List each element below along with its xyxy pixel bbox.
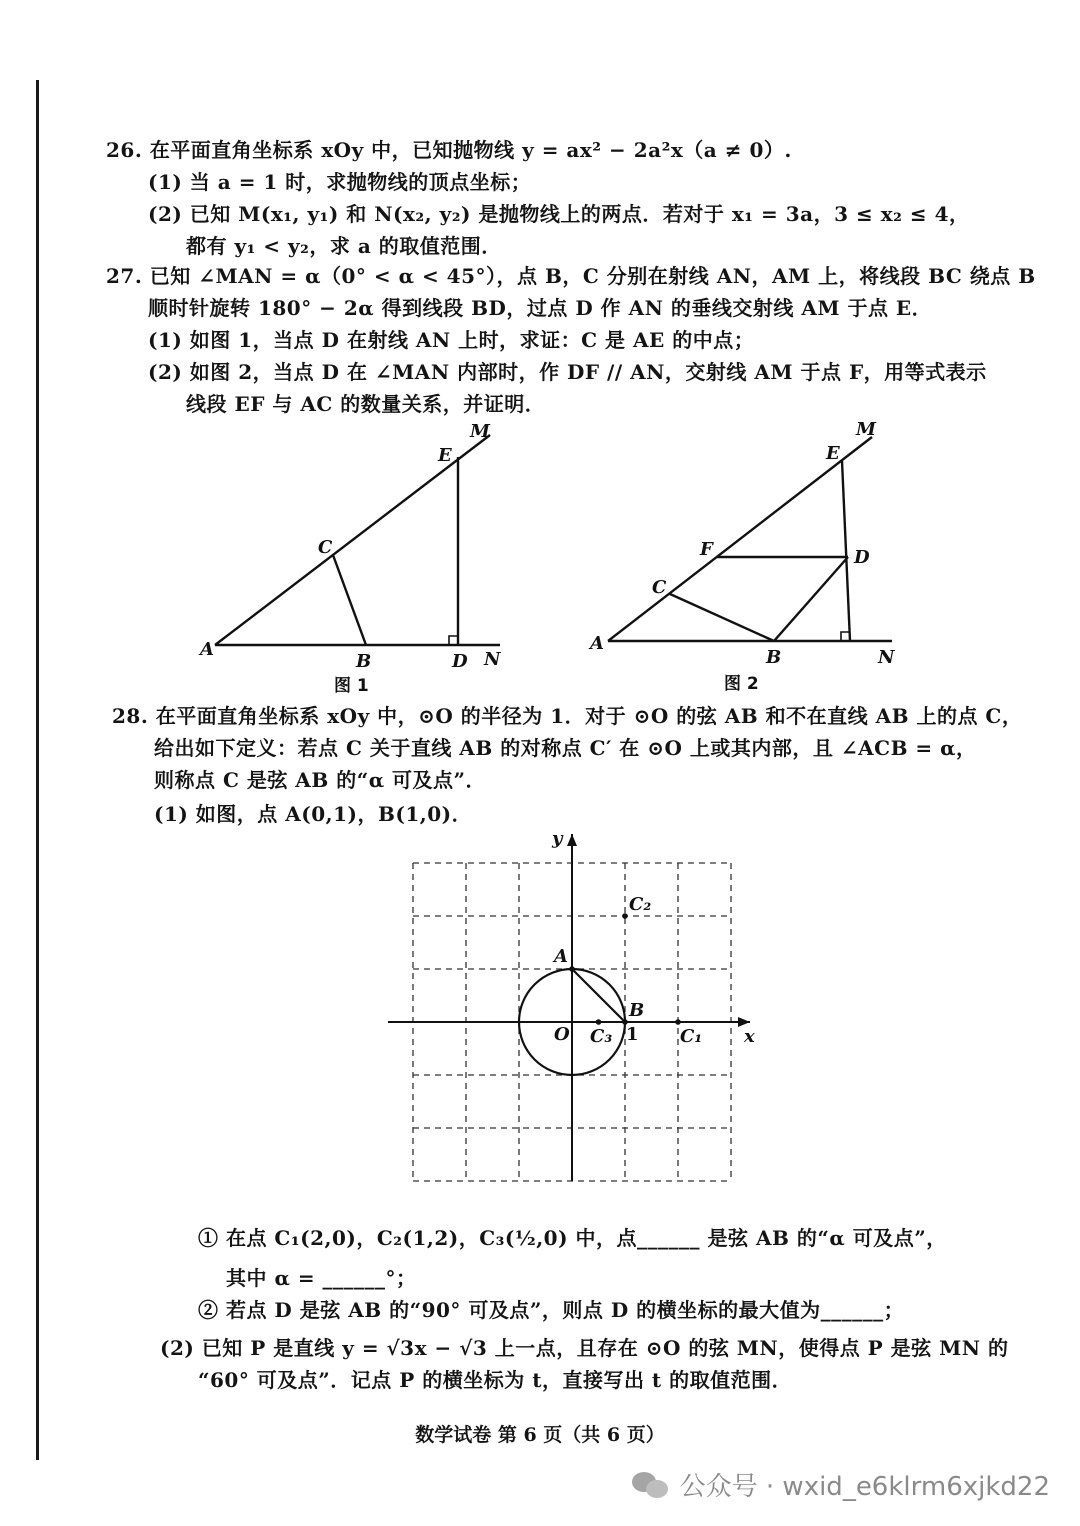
label-o: O <box>554 1024 570 1045</box>
label-b: B <box>356 651 372 672</box>
right-angle-mark <box>449 636 458 645</box>
q28-part1: (1) 如图，点 A(0,1)，B(1,0)． <box>154 802 473 826</box>
q28-stem-cont: 给出如下定义：若点 C 关于直线 AB 的对称点 C′ 在 ⊙O 上或其内部，且 ∠ACB = α， <box>154 736 977 760</box>
ray-am <box>608 437 872 641</box>
watermark <box>632 1466 1050 1503</box>
q27-part2-cont: 线段 EF 与 AC 的数量关系，并证明． <box>186 392 546 416</box>
figure-1 <box>190 415 520 695</box>
figure-1-caption: 图 1 <box>334 676 369 696</box>
point-c1 <box>675 1019 681 1025</box>
label-c3: C₃ <box>590 1026 613 1047</box>
label-c2: C₂ <box>629 894 652 915</box>
binding-line <box>36 80 39 1460</box>
label-c: C <box>318 537 333 558</box>
label-a: A <box>200 639 214 660</box>
label-b: B <box>629 1000 645 1021</box>
label-b: B <box>766 647 782 668</box>
label-c1: C₁ <box>680 1026 703 1047</box>
segment-bc <box>333 555 366 645</box>
q28-stem: 28. 在平面直角坐标系 xOy 中，⊙O 的半径为 1．对于 ⊙O 的弦 AB 和不在直线 AB 上的点 C， <box>112 704 1023 728</box>
point-c2 <box>622 913 628 919</box>
label-y: y <box>552 828 563 849</box>
ray-am <box>215 435 490 645</box>
q27-stem-cont: 顺时针旋转 180° − 2α 得到线段 BD，过点 D 作 AN 的垂线交射线 AM 于点 E． <box>148 296 933 320</box>
label-e: E <box>826 443 840 464</box>
label-d: D <box>452 651 468 672</box>
q26-part2-cont: 都有 y₁ < y₂，求 a 的取值范围． <box>186 234 502 258</box>
q28-sub1-cont: 其中 α = ______°； <box>226 1266 417 1290</box>
label-x: x <box>744 1026 755 1047</box>
q28-sub1: ① 在点 C₁(2,0)，C₂(1,2)，C₃(½,0) 中，点______ 是弦 AB 的“α 可及点”， <box>198 1226 947 1250</box>
label-a: A <box>554 946 568 967</box>
label-f: F <box>700 539 713 560</box>
label-e: E <box>438 445 452 466</box>
q26-stem: 26. 在平面直角坐标系 xOy 中，已知抛物线 y = ax² − 2a²x（a ≠ 0）. <box>106 138 792 162</box>
y-axis-arrow <box>567 834 577 846</box>
label-one: 1 <box>626 1024 639 1045</box>
q28-stem-cont2: 则称点 C 是弦 AB 的“α 可及点”． <box>154 768 487 792</box>
page-footer: 数学试卷 第 6 页（共 6 页） <box>415 1424 665 1446</box>
q28-sub2: ② 若点 D 是弦 AB 的“90° 可及点”，则点 D 的横坐标的最大值为______； <box>198 1298 905 1322</box>
label-c: C <box>652 577 667 598</box>
q27-part1: (1) 如图 1，当点 D 在射线 AN 上时，求证：C 是 AE 的中点； <box>148 328 755 352</box>
label-m: M <box>470 421 490 442</box>
figure-2 <box>580 415 910 695</box>
point-a <box>569 966 575 972</box>
segment-bd <box>774 557 848 641</box>
q27-stem: 27. 已知 ∠MAN = α（0° < α < 45°），点 B，C 分别在射线 AN，AM 上，将线段 BC 绕点 B <box>106 264 1036 288</box>
figure-2-caption: 图 2 <box>724 674 759 694</box>
q28-part2: (2) 已知 P 是直线 y = √3x − √3 上一点，且存在 ⊙O 的弦 MN，使得点 P 是弦 MN 的 <box>160 1336 1009 1360</box>
segment-bc <box>670 594 774 641</box>
q27-part2: (2) 如图 2，当点 D 在 ∠MAN 内部时，作 DF // AN，交射线 AM 于点 F，用等式表示 <box>148 360 987 384</box>
point-c3 <box>596 1019 602 1025</box>
segment-de <box>842 461 850 641</box>
q28-part2-cont: “60° 可及点”．记点 P 的横坐标为 t，直接写出 t 的取值范围． <box>198 1368 793 1392</box>
q26-part1: (1) 当 a = 1 时，求抛物线的顶点坐标； <box>148 170 532 194</box>
coordinate-graph <box>380 826 770 1186</box>
q26-part2: (2) 已知 M(x₁, y₁) 和 N(x₂, y₂) 是抛物线上的两点．若对于 x₁ = 3a，3 ≤ x₂ ≤ 4， <box>148 202 970 226</box>
label-n: N <box>878 647 895 668</box>
wechat-icon <box>632 1470 670 1500</box>
label-n: N <box>484 649 501 670</box>
watermark-text: 公众号 · wxid_e6klrm6xjkd22 <box>679 1472 1050 1502</box>
label-a: A <box>590 633 604 654</box>
label-d: D <box>854 547 870 568</box>
label-m: M <box>856 419 876 440</box>
